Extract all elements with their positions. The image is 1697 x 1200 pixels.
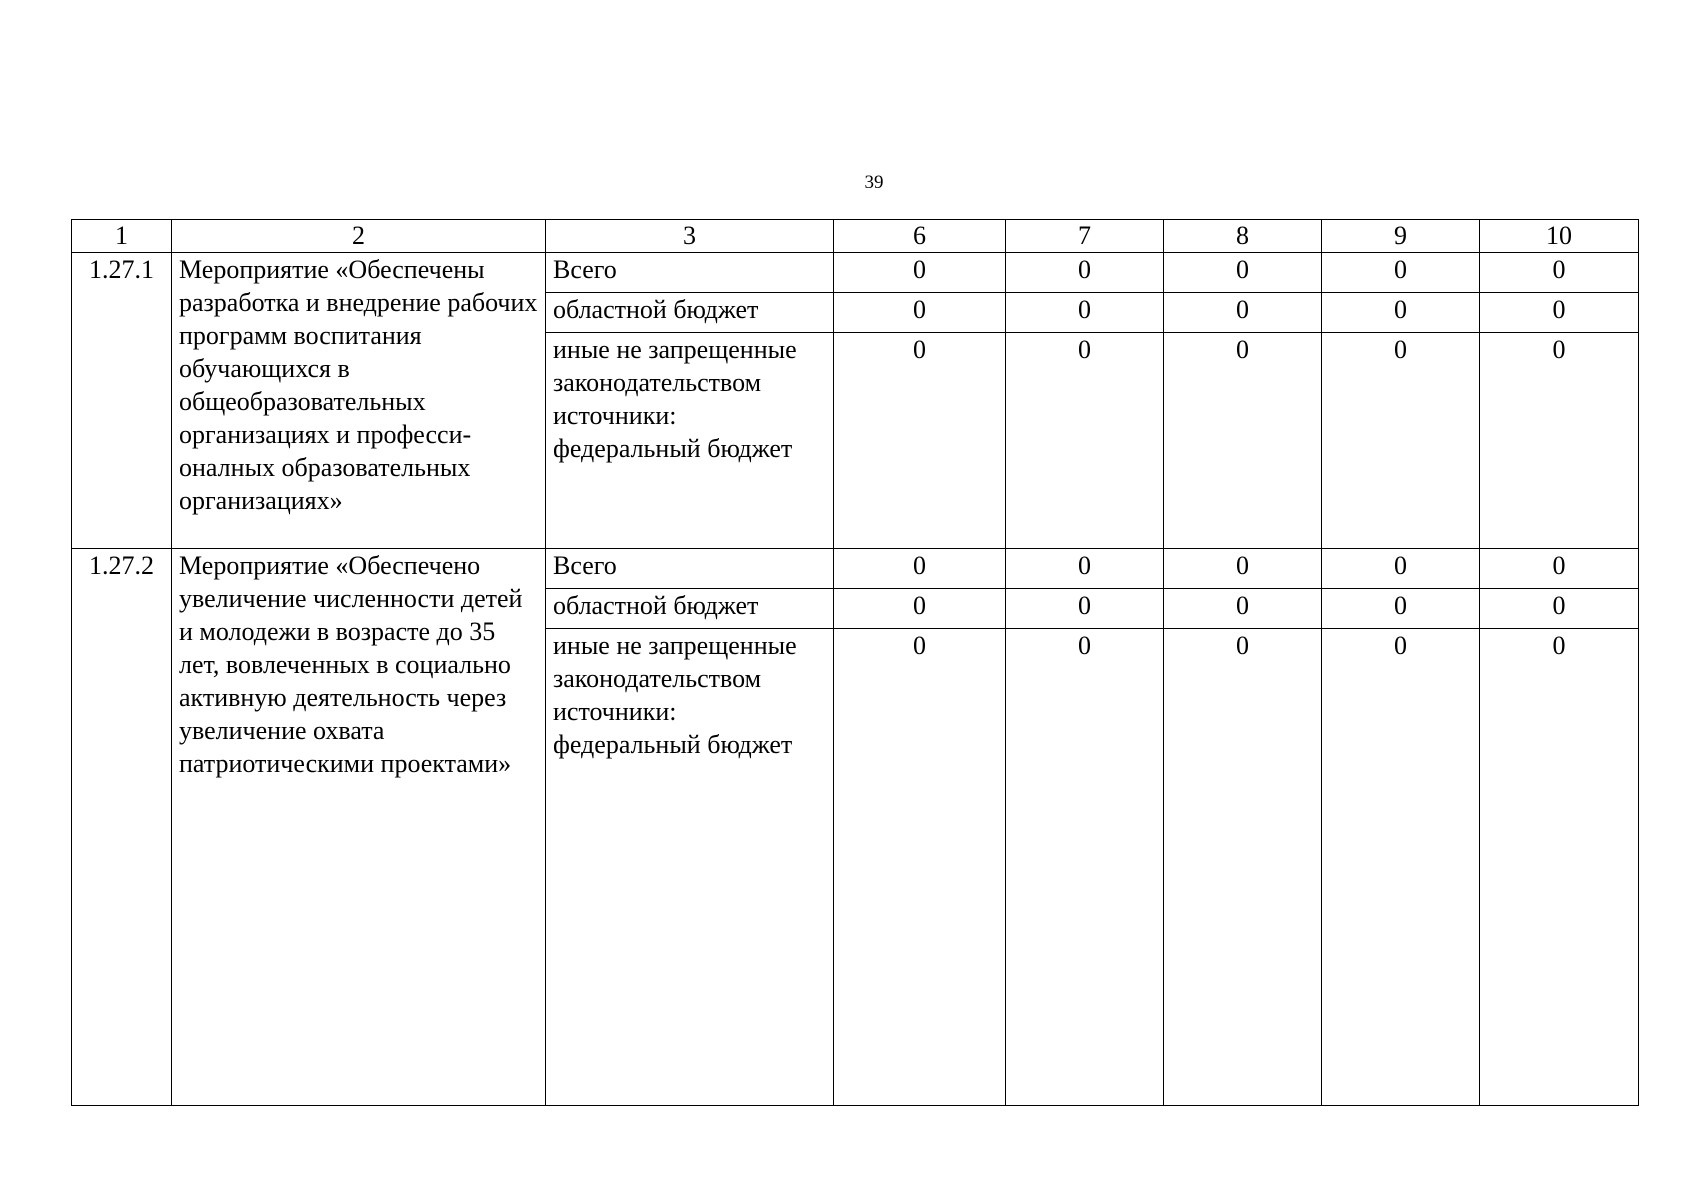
entry-code: 1.27.1	[72, 253, 172, 549]
value-cell: 0	[1480, 589, 1639, 629]
value-cell: 0	[1006, 253, 1164, 293]
funding-source: областной бюджет	[546, 589, 834, 629]
header-cell: 3	[546, 220, 834, 253]
value-cell: 0	[1322, 629, 1480, 1106]
value-cell: 0	[1322, 253, 1480, 293]
value-cell: 0	[1006, 549, 1164, 589]
value-cell: 0	[1006, 589, 1164, 629]
funding-source: областной бюджет	[546, 293, 834, 333]
value-cell: 0	[834, 629, 1006, 1106]
header-cell: 1	[72, 220, 172, 253]
value-cell: 0	[1480, 549, 1639, 589]
entry-title: Мероприятие «Обеспечено увеличение численности детей и молодежи в возрасте до 35 лет, вовлеченных в социально активную деятельность через увеличение охвата патриотическими проектами»	[172, 549, 546, 1106]
value-cell: 0	[1164, 549, 1322, 589]
funding-source-line: законодательством	[553, 368, 762, 397]
funding-source: Всего	[546, 253, 834, 293]
value-cell: 0	[1164, 629, 1322, 1106]
funding-source: Всего	[546, 549, 834, 589]
funding-source-line: иные не запрещенные	[553, 631, 797, 660]
value-cell: 0	[1164, 293, 1322, 333]
value-cell: 0	[1480, 293, 1639, 333]
value-cell: 0	[834, 293, 1006, 333]
header-cell: 6	[834, 220, 1006, 253]
header-cell: 9	[1322, 220, 1480, 253]
value-cell: 0	[1164, 333, 1322, 549]
value-cell: 0	[1480, 333, 1639, 549]
table-row	[72, 253, 1639, 293]
funding-source-line: источники:	[553, 697, 677, 726]
value-cell: 0	[834, 253, 1006, 293]
funding-source-line: законодательством	[553, 664, 762, 693]
value-cell: 0	[1322, 293, 1480, 333]
funding-source-line: иные не запрещенные	[553, 335, 797, 364]
value-cell: 0	[834, 589, 1006, 629]
entry-code: 1.27.2	[72, 549, 172, 1106]
value-cell: 0	[1164, 589, 1322, 629]
header-cell: 7	[1006, 220, 1164, 253]
funding-source-line: источники:	[553, 401, 677, 430]
funding-source-line: федеральный бюджет	[553, 434, 793, 463]
page-number: 39	[864, 172, 884, 193]
table-row	[72, 549, 1639, 589]
header-cell: 8	[1164, 220, 1322, 253]
funding-source-line: федеральный бюджет	[553, 730, 793, 759]
funding-source	[546, 629, 834, 1106]
funding-source	[546, 333, 834, 549]
entry-title: Мероприятие «Обеспечены разработка и внедрение рабочих программ воспитания обучающихся в общеобразовательных организациях и професси-оналных образовательных организациях»	[172, 253, 546, 549]
value-cell: 0	[1006, 293, 1164, 333]
value-cell: 0	[1322, 549, 1480, 589]
value-cell: 0	[1164, 253, 1322, 293]
value-cell: 0	[1480, 253, 1639, 293]
funding-table	[71, 219, 1639, 1106]
value-cell: 0	[1006, 333, 1164, 549]
table-header-row	[72, 220, 1639, 253]
value-cell: 0	[834, 333, 1006, 549]
header-cell: 2	[172, 220, 546, 253]
value-cell: 0	[1322, 589, 1480, 629]
value-cell: 0	[834, 549, 1006, 589]
value-cell: 0	[1006, 629, 1164, 1106]
header-cell: 10	[1480, 220, 1639, 253]
value-cell: 0	[1322, 333, 1480, 549]
value-cell: 0	[1480, 629, 1639, 1106]
